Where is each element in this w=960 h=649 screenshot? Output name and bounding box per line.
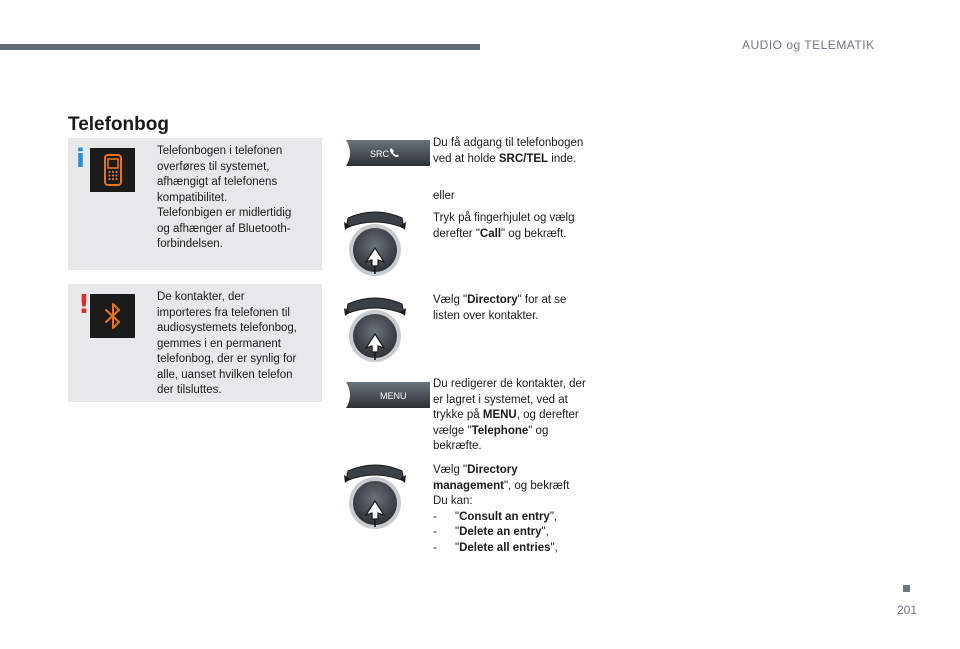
src-label: SRC: [370, 149, 390, 159]
note-line: telefonbog, der er synlig for: [157, 353, 297, 365]
note-line: De kontakter, der: [157, 291, 245, 303]
note-line: overføres til systemet,: [157, 160, 270, 173]
warning-marker: !: [78, 290, 90, 320]
bluetooth-icon: [90, 294, 135, 338]
page-number: 201: [897, 603, 918, 617]
note-line: importeres fra telefonen til: [157, 306, 290, 319]
info-note-text: [157, 144, 315, 253]
step-directory-management: [433, 463, 603, 556]
note-line: forbindelsen.: [157, 238, 223, 250]
step-line: listen over kontakter.: [433, 309, 539, 322]
step-line: Du kan:: [433, 495, 473, 507]
step-menu-telephone: [433, 377, 603, 455]
note-line: Telefonbogen i telefonen: [157, 145, 283, 157]
menu-button: [346, 382, 430, 408]
note-line: gemmes i en permanent: [157, 337, 282, 350]
step-line: bekræfte.: [433, 440, 482, 452]
mobile-phone-icon: [90, 148, 135, 192]
step-line: derefter "Call" og bekræft.: [433, 227, 567, 240]
step-thumbwheel-call: [433, 211, 603, 242]
list-item: - "Consult an entry",: [433, 510, 558, 523]
step-src-tel: [433, 136, 603, 167]
note-line: kompatibilitet.: [157, 191, 228, 204]
list-item: - "Delete all entries",: [433, 541, 558, 554]
src-tel-button: [346, 140, 430, 166]
list-item: - "Delete an entry",: [433, 526, 549, 538]
note-line: audiosystemets telefonbog,: [157, 322, 298, 334]
step-line: Vælg "Directory: [433, 464, 518, 476]
section-header: AUDIO og TELEMATIK: [742, 38, 875, 52]
note-line: og afhænger af Bluetooth-: [157, 222, 291, 235]
step-line: er lagret i systemet, ved at: [433, 393, 568, 406]
step-line: vælge "Telephone" og: [433, 424, 549, 437]
step-directory: [433, 293, 603, 324]
step-line: Vælg "Directory" for at se: [433, 294, 567, 306]
note-line: Telefonbigen er midlertidig: [157, 207, 292, 219]
step-line: Du få adgang til telefonbogen: [433, 137, 584, 149]
or-text: eller: [433, 190, 455, 202]
note-line: afhængigt af telefonens: [157, 176, 278, 188]
thumbwheel-control: [342, 208, 408, 278]
menu-label: MENU: [380, 391, 407, 401]
page-end-mark: [903, 585, 910, 592]
step-line: Tryk på fingerhjulet og vælg: [433, 212, 575, 224]
thumbwheel-control: [342, 294, 408, 364]
step-line: ved at holde SRC/TEL inde.: [433, 152, 577, 165]
warning-note: [68, 284, 322, 402]
note-line: der tilsluttes.: [157, 384, 222, 396]
info-note: [68, 138, 322, 270]
page-title: Telefonbog: [68, 114, 169, 135]
step-line: trykke på MENU, og derefter: [433, 409, 579, 421]
step-line: Du redigerer de kontakter, der: [433, 378, 586, 390]
info-marker: i: [76, 144, 85, 174]
header-bar: [0, 44, 480, 50]
note-line: alle, uanset hvilken telefon: [157, 368, 293, 381]
thumbwheel-control: [342, 461, 408, 531]
step-line: management", og bekræft: [433, 479, 570, 492]
warning-note-text: [157, 290, 315, 399]
